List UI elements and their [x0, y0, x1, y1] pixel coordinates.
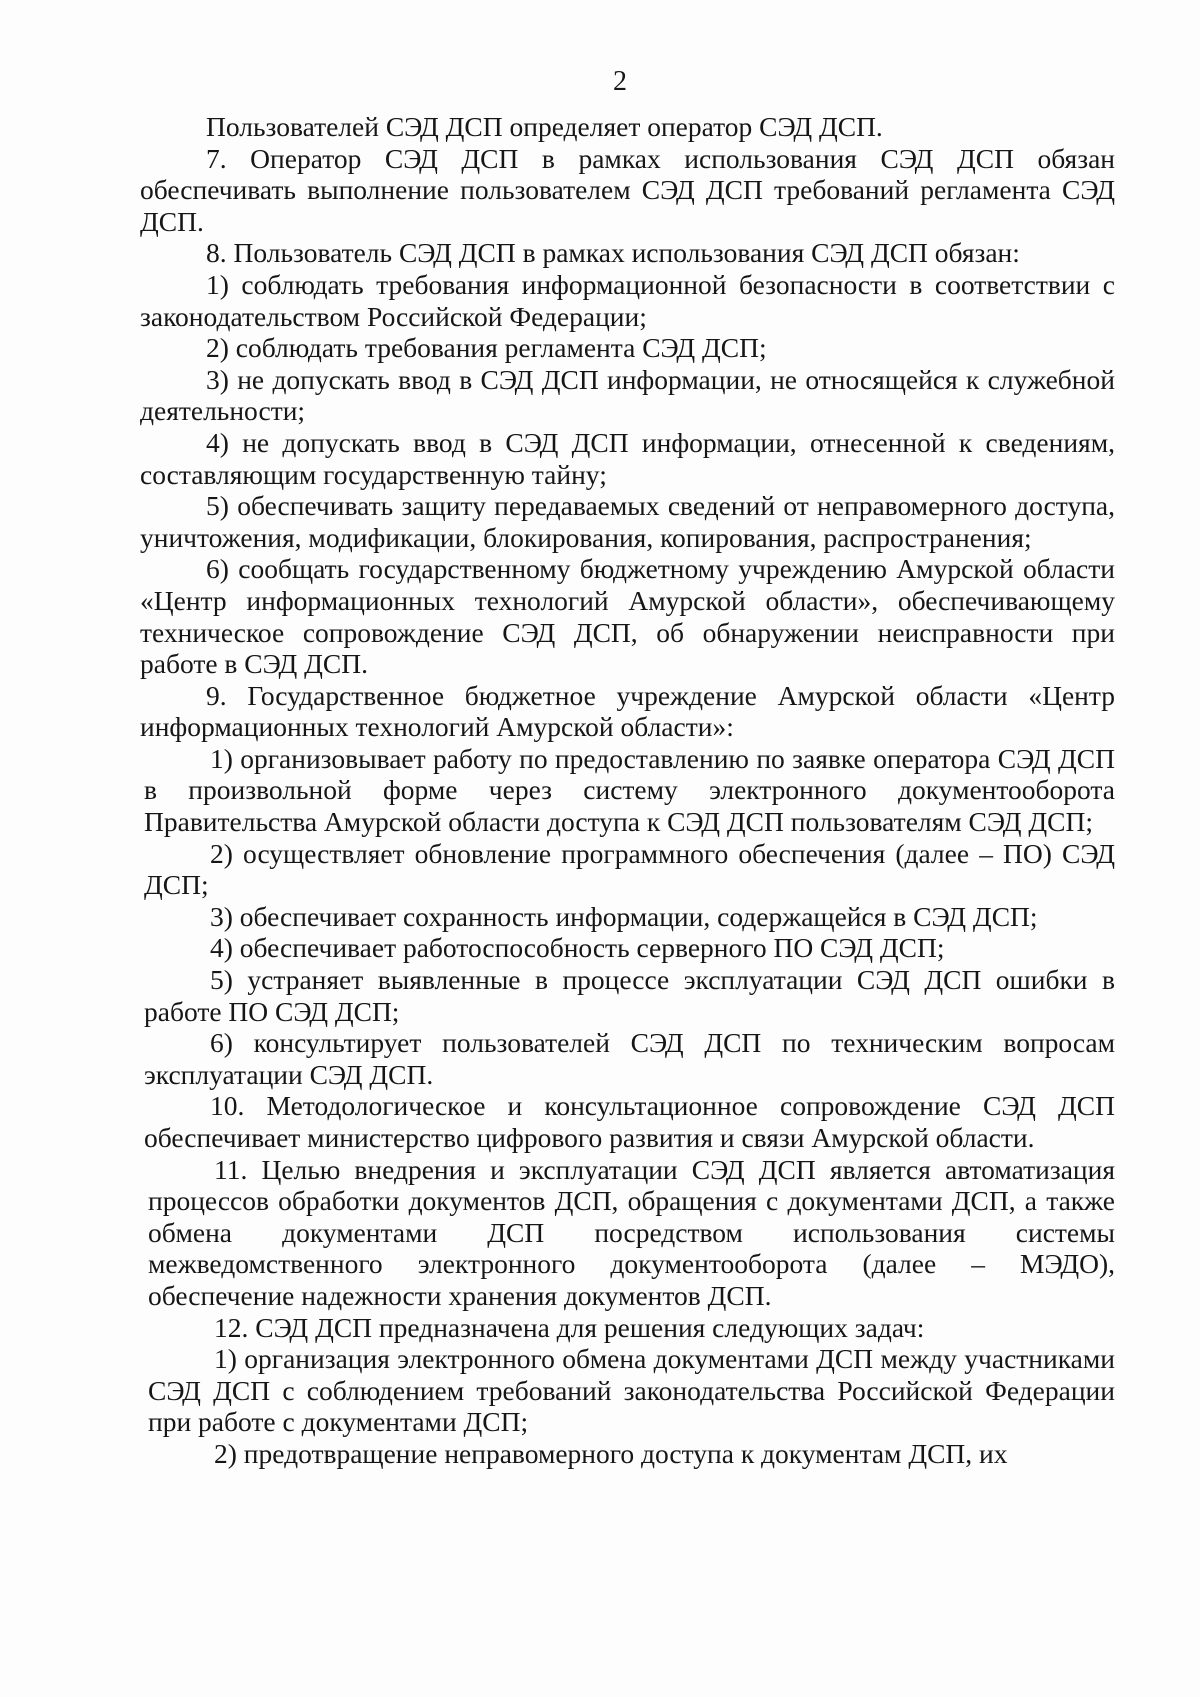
paragraph-8-item-2: 2) соблюдать требования регламента СЭД ДСП; — [206, 332, 767, 364]
paragraph-8-user-duties: 8. Пользователь СЭД ДСП в рамках использования СЭД ДСП обязан: — [206, 237, 1020, 269]
paragraph-9-item-2: 2) осуществляет обновление программного обеспечения (далее – ПО) СЭД ДСП; — [144, 837, 1115, 901]
paragraph-9-item-3: 3) обеспечивает сохранность информации, содержащейся в СЭД ДСП; — [210, 900, 1038, 932]
paragraph-users-defined: Пользователей СЭД ДСП определяет оператор СЭД ДСП. — [206, 111, 883, 142]
document-body — [140, 111, 1115, 1470]
paragraph-8-item-3: 3) не допускать ввод в СЭД ДСП информации, не относящейся к служебной деятельности; — [140, 363, 1115, 427]
paragraph-12-item-1: 1) организация электронного обмена документами ДСП между участниками СЭД ДСП с соблюдением требований законодательства Российской Федерации при работе с документами ДСП; — [148, 1343, 1115, 1438]
paragraph-12-item-2: 2) предотвращение неправомерного доступа к документам ДСП, их — [214, 1437, 1008, 1469]
paragraph-7-operator-duties: 7. Оператор СЭД ДСП в рамках использования СЭД ДСП обязан обеспечивать выполнение пользователем СЭД ДСП требований регламента СЭД ДСП. — [140, 142, 1115, 237]
paragraph-9-item-6: 6) консультирует пользователей СЭД ДСП по техническим вопросам эксплуатации СЭД ДСП. — [144, 1027, 1115, 1090]
paragraph-8-item-1: 1) соблюдать требования информационной безопасности в соответствии с законодательством Российской Федерации; — [140, 268, 1115, 332]
paragraph-9-center-duties: 9. Государственное бюджетное учреждение Амурской области «Центр информационных технологий Амурской области»: — [140, 679, 1115, 743]
paragraph-9-item-1: 1) организовывает работу по предоставлению по заявке оператора СЭД ДСП в произвольной форме через систему электронного документооборота Правительства Амурской области доступа к СЭД ДСП пользователям СЭД ДСП; — [144, 742, 1115, 838]
paragraph-12-tasks: 12. СЭД ДСП предназначена для решения следующих задач: — [214, 1311, 925, 1343]
paragraph-8-item-5: 5) обеспечивать защиту передаваемых сведений от неправомерного доступа, уничтожения, модификации, блокирования, копирования, распространения; — [140, 490, 1115, 553]
paragraph-10-methodology: 10. Методологическое и консультационное сопровождение СЭД ДСП обеспечивает министерство цифрового развития и связи Амурской области. — [144, 1090, 1115, 1153]
paragraph-8-item-4: 4) не допускать ввод в СЭД ДСП информации, отнесенной к сведениям, составляющим государственную тайну; — [140, 426, 1115, 490]
paragraph-9-item-4: 4) обеспечивает работоспособность серверного ПО СЭД ДСП; — [210, 932, 945, 964]
page-number: 2 — [613, 66, 627, 97]
paragraph-11-purpose: 11. Целью внедрения и эксплуатации СЭД ДСП является автоматизация процессов обработки документов ДСП, обращения с документами ДСП, а также обмена документами ДСП посредством использования системы межведомственного электронного документооборота (далее – МЭДО), обеспечение надежности хранения документов ДСП. — [148, 1153, 1115, 1311]
paragraph-9-item-5: 5) устраняет выявленные в процессе эксплуатации СЭД ДСП ошибки в работе ПО СЭД ДСП; — [144, 964, 1115, 1027]
paragraph-8-item-6: 6) сообщать государственному бюджетному учреждению Амурской области «Центр информационных технологий Амурской области», обеспечивающему техническое сопровождение СЭД ДСП, об обнаружении неисправности при работе в СЭД ДСП. — [140, 553, 1115, 680]
